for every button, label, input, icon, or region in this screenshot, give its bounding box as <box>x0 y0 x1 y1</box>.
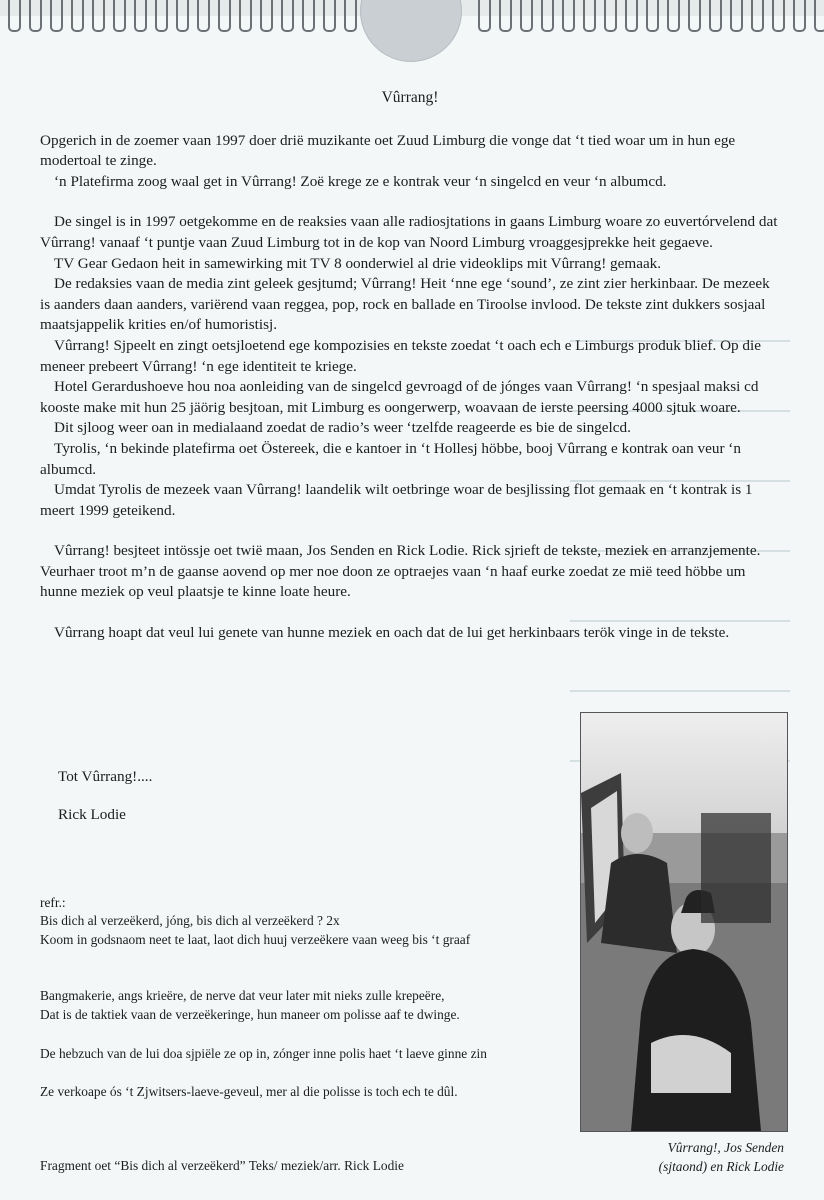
lyric-line: Koom in godsnaom neet te laat, laot dich huuj verzeëkere vaan weeg bis ‘t graaf <box>40 932 471 947</box>
lyric-line: Ze verkoape ós ‘t Zjwitsers-laeve-geveul, mer al die polisse is toch ech te dûl. <box>40 1084 458 1099</box>
binding-ring <box>218 0 231 32</box>
binding-ring <box>688 0 701 32</box>
binding-ring <box>8 0 21 32</box>
signature: Rick Lodie <box>58 806 126 823</box>
binding-ring <box>176 0 189 32</box>
binding-ring <box>709 0 722 32</box>
paragraph: Hotel Gerardushoeve hou noa aonleiding van de singelcd gevroagd of de jónges vaan Vûrrang! ‘n spesjaal maksi cd kooste make mit hun 25 jäörig besjtoan, mit Limburg es oongerwerp, woavaan de ierste peersing 4000 sjtuk woare. <box>40 378 759 416</box>
article <box>40 88 780 644</box>
paragraph: Tyrolis, ‘n bekinde platefirma oet Östereek, die e kantoer in ‘t Hollesj höbbe, booj Vûrrang e kontrak oan veur ‘n albumcd. <box>40 439 741 478</box>
band-photo <box>580 712 788 1132</box>
binding-ring <box>793 0 806 32</box>
binding-ring <box>562 0 575 32</box>
fragment-caption: Fragment oet “Bis dich al verzeëkerd” Teks/ meziek/arr. Rick Lodie <box>40 1158 404 1173</box>
binding-ring <box>583 0 596 32</box>
paragraph: TV Gear Gedaon heit in samewirking mit TV 8 oonderwiel al drie videoklips mit Vûrrang! gemaak. <box>54 254 662 272</box>
photo-caption-line: (sjtaond) en Rick Lodie <box>658 1159 784 1174</box>
paragraph: ‘n Platefirma zoog waal get in Vûrrang! Zoë krege ze e kontrak veur ‘n singelcd en veur ‘n albumcd. <box>54 172 667 190</box>
binding-ring <box>71 0 84 32</box>
photo-caption-line: Vûrrang!, Jos Senden <box>667 1140 784 1155</box>
band-photo-image <box>581 713 787 1131</box>
binding-ring <box>499 0 512 32</box>
binding-ring <box>520 0 533 32</box>
binding-ring <box>260 0 273 32</box>
binding-ring <box>730 0 743 32</box>
paragraph: Opgerich in de zoemer vaan 1997 doer drië muzikante oet Zuud Limburg die vonge dat ‘t tied woar um in hun ege modertoal te zinge. <box>40 131 736 170</box>
hanging-notch <box>360 0 462 62</box>
paragraph: Vûrrang! Sjpeelt en zingt oetsjloetend ege kompozisies en tekste zoedat ‘t oach ech e Limburgs produk blief. Op die meneer prebeert Vûrrang! ‘n ege identiteit te kriege. <box>40 336 761 375</box>
binding-ring <box>541 0 554 32</box>
binding-ring <box>646 0 659 32</box>
binding-ring <box>134 0 147 32</box>
lyrics-label: refr.: <box>40 895 66 910</box>
closing-line: Tot Vûrrang!.... <box>58 768 153 785</box>
binding-ring <box>302 0 315 32</box>
binding-ring <box>50 0 63 32</box>
binding-ring <box>625 0 638 32</box>
lyric-line: Dat is de taktiek vaan de verzeëkeringe, hun maneer om polisse aaf te dwinge. <box>40 1007 460 1022</box>
article-title: Vûrrang! <box>381 89 439 106</box>
binding-ring <box>155 0 168 32</box>
paragraph: Vûrrang hoapt dat veul lui genete van hunne meziek en oach dat de lui get herkinbaars terök vinge in de tekste. <box>54 624 730 642</box>
binding-ring <box>344 0 357 32</box>
paragraph: De singel is in 1997 oetgekomme en de reaksies vaan alle radiosjtations in gaans Limburg woare zo euvertórvelend dat Vûrrang! vanaaf ‘t puntje vaan Zuud Limburg tot in de kop van Noord Limburg vroaggesjprekke heit gegaeve. <box>40 213 778 251</box>
calendar-binding <box>0 0 824 34</box>
binding-ring <box>478 0 491 32</box>
binding-ring <box>667 0 680 32</box>
paragraph: Umdat Tyrolis de mezeek vaan Vûrrang! laandelik wilt oetbringe woar de besjlissing flot gemaak en ‘t kontrak is 1 meert 1999 geteikend. <box>40 481 753 519</box>
binding-ring <box>772 0 785 32</box>
lyric-line: De hebzuch van de lui doa sjpiële ze op in, zónger inne polis haet ‘t laeve ginne zin <box>40 1046 487 1061</box>
paragraph: Vûrrang! besjteet intössje oet twië maan, Jos Senden en Rick Lodie. Rick sjrieft de tekste, meziek en arranzjemente. Veurhaer troot m’n de gaanse aovend op mer noe doon ze optraejes vaan ‘n haaf eurke zoedat ze mië teed höbbe um hunne meziek op veul plaatsje te kinne loate heure. <box>40 542 761 601</box>
binding-ring <box>323 0 336 32</box>
paragraph: De redaksies vaan de media zint geleek gesjtumd; Vûrrang! Heit ‘nne ege ‘sound’, ze zint zier herkinbaar. De mezeek is aanders daan aanders, variërend vaan reggea, pop, rock en ballade en Tiroolse invlood. De tekste zint dukkers sosjaal maatsjappelik krities en/of humoristisj. <box>40 275 770 334</box>
binding-ring <box>113 0 126 32</box>
binding-ring <box>751 0 764 32</box>
binding-ring <box>814 0 824 32</box>
binding-ring <box>604 0 617 32</box>
binding-ring <box>281 0 294 32</box>
photo-caption <box>659 1138 784 1176</box>
binding-ring <box>239 0 252 32</box>
lyric-line: Bangmakerie, angs krieëre, de nerve dat veur later mit nieks zulle krepeëre, <box>40 988 445 1003</box>
binding-ring <box>29 0 42 32</box>
paragraph: Dit sjloog weer oan in medialaand zoedat de radio’s weer ‘tzelfde reageerde es bie de singelcd. <box>54 419 631 437</box>
lyric-line: Bis dich al verzeëkerd, jóng, bis dich al verzeëkerd ? 2x <box>40 913 340 928</box>
binding-ring <box>197 0 210 32</box>
binding-ring <box>92 0 105 32</box>
